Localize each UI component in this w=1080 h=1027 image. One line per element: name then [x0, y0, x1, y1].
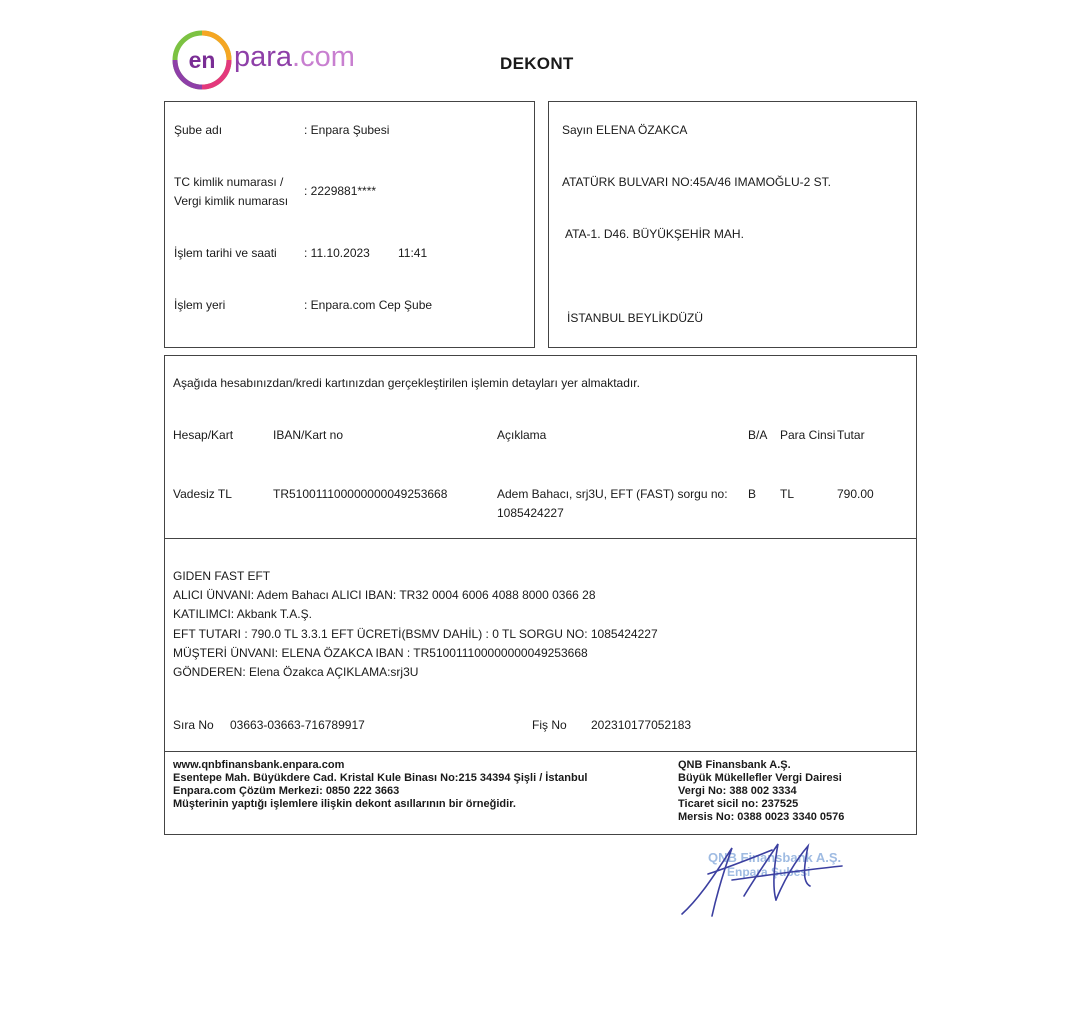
detail-line: ALICI ÜNVANI: Adem Bahacı ALICI IBAN: TR32 0004 6006 4088 8000 0366 28 [173, 588, 596, 602]
footer-trade-registry: Ticaret sicil no: 237525 [678, 798, 799, 810]
svg-text:QNB Finansbank A.Ş.: QNB Finansbank A.Ş. [708, 850, 842, 865]
document-title: DEKONT [500, 54, 574, 73]
fis-no-label: Fiş No [532, 718, 567, 732]
enpara-logo-text: para.com [234, 41, 355, 73]
transaction-place-value: : Enpara.com Cep Şube [304, 298, 433, 312]
customer-address-line1: ATATÜRK BULVARI NO:45A/46 IMAMOĞLU-2 ST. [562, 175, 831, 189]
detail-line: GIDEN FAST EFT [173, 569, 271, 583]
header-ba: B/A [748, 428, 768, 442]
stamp-and-signature [672, 836, 852, 926]
row-amount: 790.00 [837, 487, 874, 501]
transaction-box [164, 355, 917, 835]
footer-call-center: Enpara.com Çözüm Merkezi: 0850 222 3663 [173, 785, 400, 797]
transaction-time-value: 11:41 [398, 246, 428, 260]
customer-address-line2: ATA-1. D46. BÜYÜKŞEHİR MAH. [565, 227, 744, 241]
row-description-line2: 1085424227 [497, 506, 564, 520]
sira-no-value: 03663-03663-716789917 [230, 718, 365, 732]
row-iban: TR510011100000000049253668 [273, 487, 448, 501]
enpara-logo-mark [172, 30, 234, 90]
footer-address: Esentepe Mah. Büyükdere Cad. Kristal Kule Binası No:215 34394 Şişli / İstanbul [173, 772, 588, 784]
sira-no-label: Sıra No [173, 718, 214, 732]
detail-line: KATILIMCI: Akbank T.A.Ş. [173, 607, 312, 621]
tc-number-label: TC kimlik numarası / [174, 175, 284, 189]
transaction-datetime-label: İşlem tarihi ve saati [174, 246, 277, 260]
svg-text:en: en [188, 47, 216, 73]
tax-number-label: Vergi kimlik numarası [174, 194, 289, 208]
row-currency: TL [780, 487, 795, 501]
header-amount: Tutar [837, 428, 865, 442]
header-account: Hesap/Kart [173, 428, 234, 442]
row-ba: B [748, 487, 757, 501]
detail-line: MÜŞTERİ ÜNVANI: ELENA ÖZAKCA IBAN : TR510011100000000049253668 [173, 646, 588, 660]
customer-name: Sayın ELENA ÖZAKCA [562, 123, 688, 137]
detail-line: GÖNDEREN: Elena Özakca AÇIKLAMA:srj3U [173, 665, 419, 679]
divider [165, 751, 916, 752]
transaction-intro: Aşağıda hesabınızdan/kredi kartınızdan gerçekleştirilen işlemin detayları yer almaktadır. [173, 376, 640, 390]
footer-company-name: QNB Finansbank A.Ş. [678, 759, 791, 771]
footer-bank-url: www.qnbfinansbank.enpara.com [173, 759, 345, 771]
tc-number-value: : 2229881**** [304, 184, 377, 198]
branch-name-label: Şube adı [174, 123, 223, 137]
footer-tax-number: Vergi No: 388 002 3334 [678, 785, 797, 797]
header-currency: Para Cinsi [780, 428, 836, 442]
row-description-line1: Adem Bahacı, srj3U, EFT (FAST) sorgu no: [497, 487, 728, 501]
enpara-logo [172, 30, 355, 90]
divider [165, 538, 916, 539]
header-iban: IBAN/Kart no [273, 428, 344, 442]
branch-info-box [164, 101, 535, 348]
detail-line: EFT TUTARI : 790.0 TL 3.3.1 EFT ÜCRETİ(BSMV DAHİL) : 0 TL SORGU NO: 1085424227 [173, 627, 658, 641]
footer-mersis-number: Mersis No: 0388 0023 3340 0576 [678, 811, 845, 823]
customer-address-box [548, 101, 917, 348]
svg-text:Enpara Şubesi: Enpara Şubesi [727, 865, 811, 879]
header-description: Açıklama [497, 428, 547, 442]
footer-tax-office: Büyük Mükellefler Vergi Dairesi [678, 772, 842, 784]
customer-city: İSTANBUL BEYLİKDÜZÜ [567, 311, 704, 325]
branch-name-value: : Enpara Şubesi [304, 123, 390, 137]
fis-no-value: 202310177052183 [591, 718, 692, 732]
footer-disclaimer: Müşterinin yaptığı işlemlere ilişkin dekont asıllarının bir örneğidir. [173, 798, 516, 810]
transaction-place-label: İşlem yeri [174, 298, 226, 312]
row-account: Vadesiz TL [173, 487, 232, 501]
signature-icon [672, 836, 852, 926]
transaction-date-value: : 11.10.2023 [304, 246, 370, 260]
